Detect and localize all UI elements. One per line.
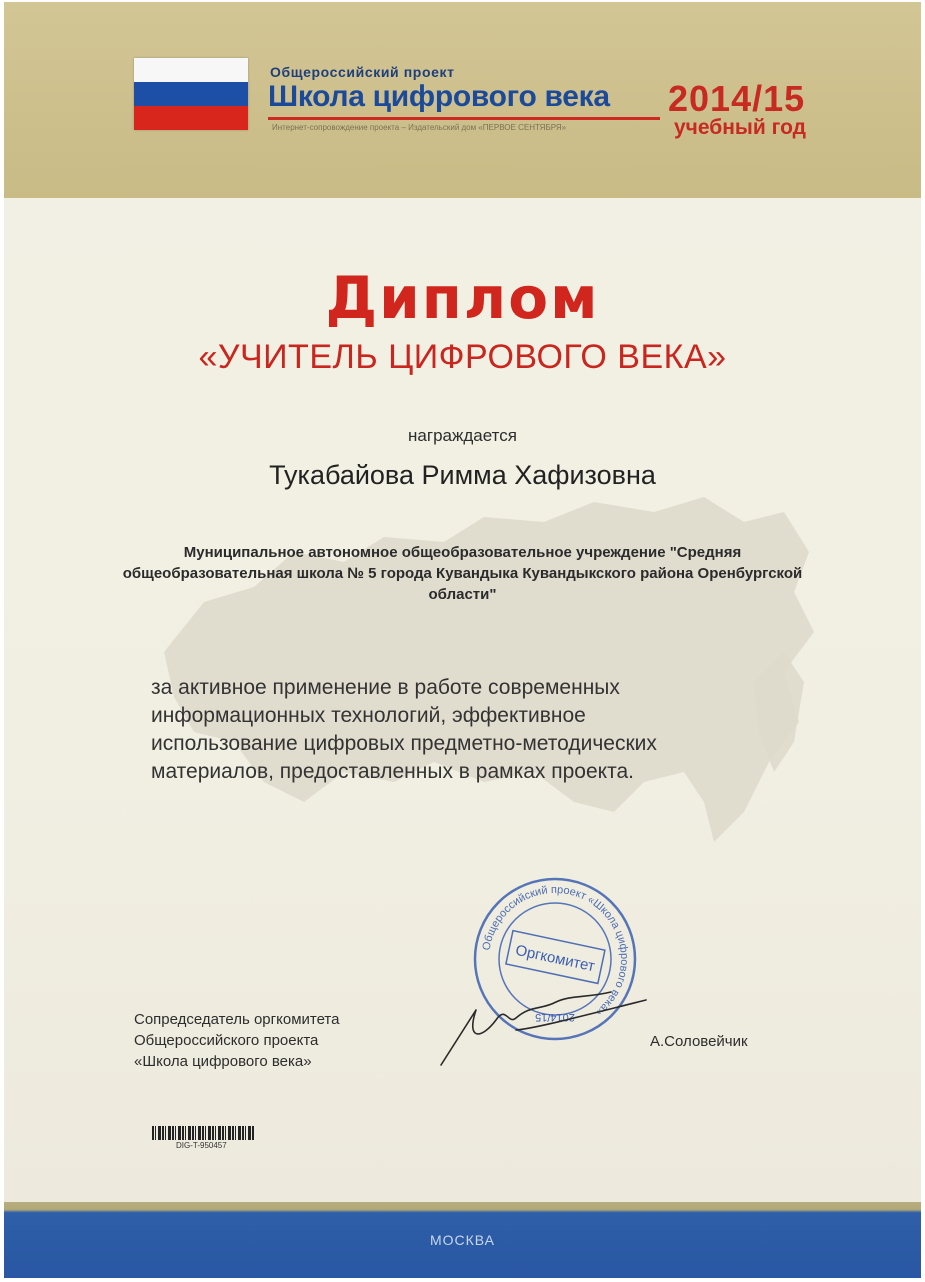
award-reason-line: информационных технологий, эффективное	[151, 704, 586, 727]
award-reason-line: использование цифровых предметно-методических	[151, 732, 657, 755]
barcode-number: DIG-T-950457	[176, 1141, 227, 1150]
stamp-center-text: Оргкомитет	[513, 941, 597, 976]
header-divider	[268, 117, 660, 120]
diploma-sheet	[4, 2, 921, 1278]
project-title: Школа цифрового века	[268, 80, 610, 113]
handwritten-signature-icon	[436, 980, 656, 1070]
stamp-ring-text: Общероссийский проект «Школа цифрового века»	[480, 883, 631, 1019]
project-subtitle: Интернет-сопровождение проекта – Издательский дом «ПЕРВОЕ СЕНТЯБРЯ»	[272, 123, 567, 132]
school-year: 2014/15	[668, 78, 806, 119]
award-reason	[151, 674, 751, 786]
cochair-line: Сопредседатель оргкомитета	[134, 1011, 340, 1028]
awarded-label: награждается	[408, 426, 517, 445]
school-year-label: учебный год	[674, 116, 806, 139]
project-kicker: Общероссийский проект	[270, 64, 455, 80]
cochair-line: «Школа цифрового века»	[134, 1053, 312, 1070]
diploma-title: Диплом	[325, 264, 600, 332]
nomination-title: «УЧИТЕЛЬ ЦИФРОВОГО ВЕКА»	[198, 338, 727, 376]
cochair-title	[134, 1009, 339, 1072]
stamp-bottom-text: 2014/15	[535, 1011, 575, 1023]
signer-name: А.Соловейчик	[650, 1033, 748, 1050]
footer-city: МОСКВА	[429, 1232, 496, 1248]
award-reason-line: за активное применение в работе современных	[151, 676, 620, 699]
institution-name: Муниципальное автономное общеобразовательное учреждение "Средняя общеобразовательная школа № 5 города Кувандыка Кувандыкского района Оренбургской области"	[122, 544, 803, 603]
header-band	[4, 2, 921, 198]
russian-flag-icon	[134, 58, 248, 130]
award-reason-line: материалов, предоставленных в рамках проекта.	[151, 760, 634, 783]
cochair-line: Общероссийского проекта	[134, 1032, 319, 1049]
barcode-icon	[152, 1126, 254, 1140]
recipient-name: Тукабайова Римма Хафизовна	[269, 460, 656, 490]
